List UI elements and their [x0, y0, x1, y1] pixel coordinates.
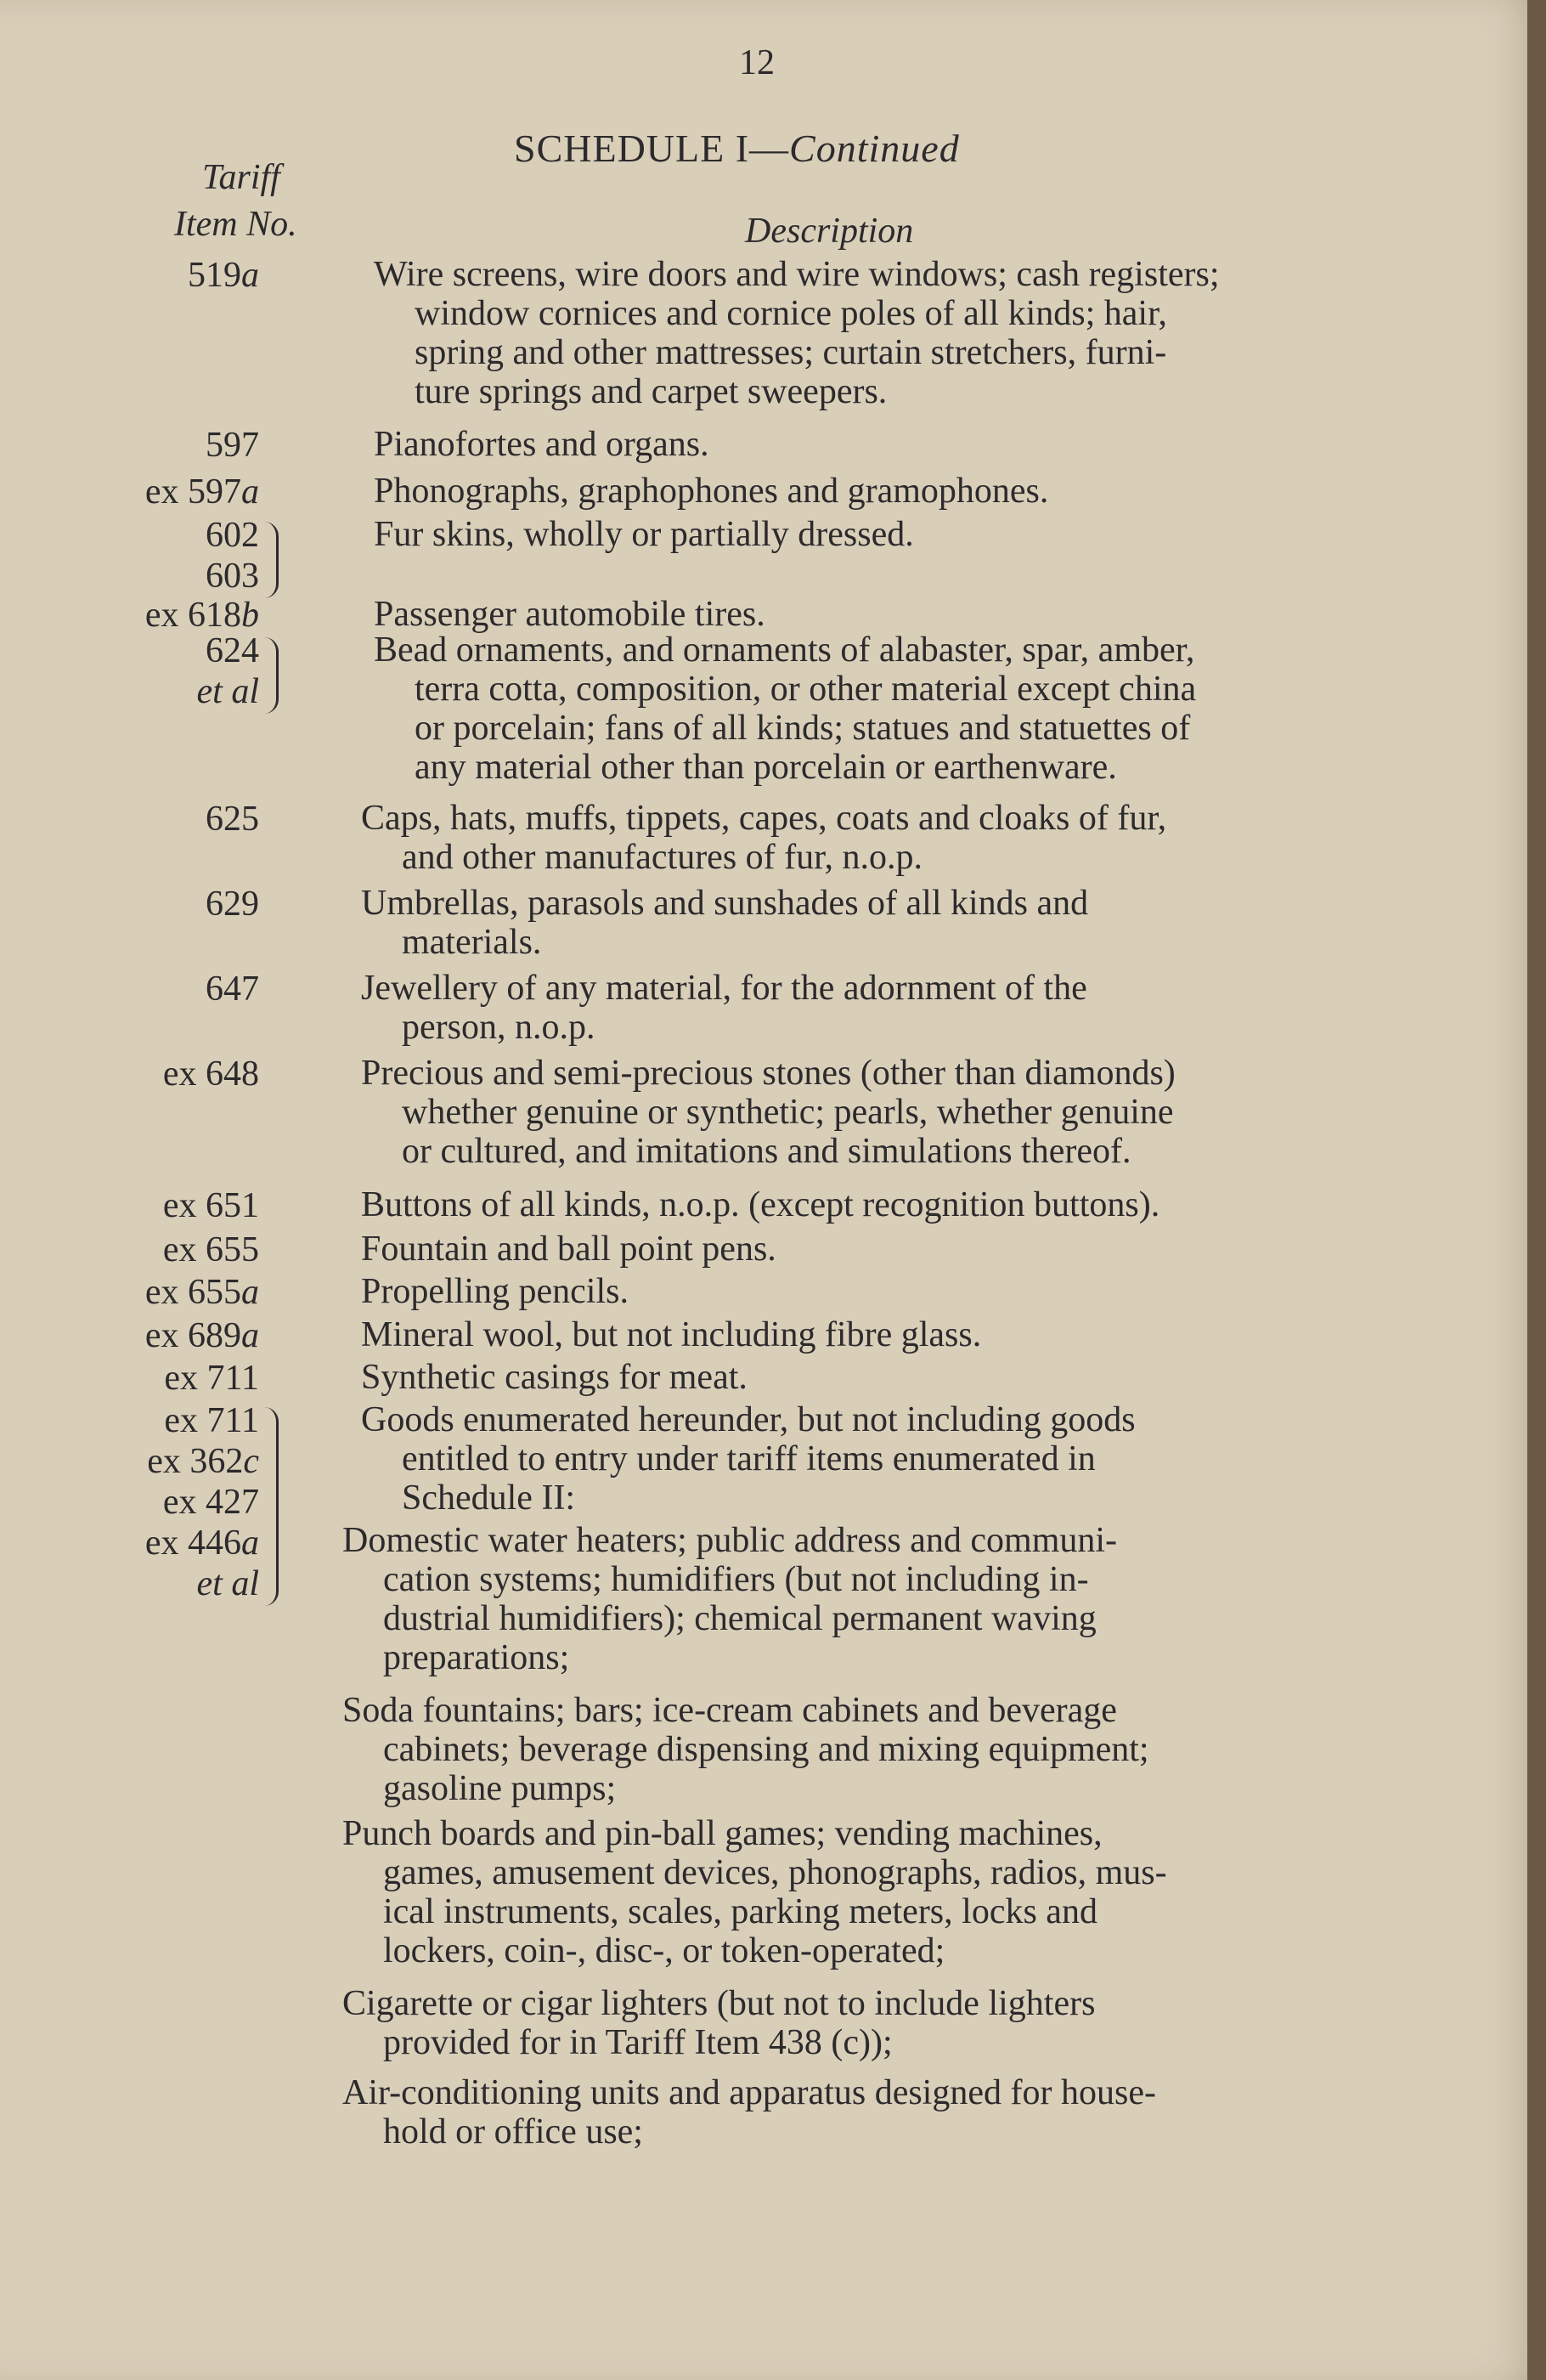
tariff-item-number: 519a: [188, 256, 259, 295]
description-line: Soda fountains; bars; ice-cream cabinets and beverage: [342, 1691, 1117, 1730]
tariff-item-description: [361, 1358, 1389, 1397]
description-line: Goods enumerated hereunder, but not including goods: [361, 1400, 1136, 1439]
tariff-item-number: ex 651: [162, 1186, 259, 1225]
tariff-item-description: [361, 799, 1389, 877]
description-line: gasoline pumps;: [383, 1769, 617, 1808]
tariff-item-description: [361, 969, 1389, 1047]
description-line: any material other than porcelain or earthenware.: [415, 748, 1117, 787]
tariff-item-description: [342, 1814, 1370, 1970]
description-line: Cigarette or cigar lighters (but not to include lighters: [342, 1984, 1096, 2023]
description-line: Buttons of all kinds, n.o.p. (except recognition buttons).: [361, 1185, 1160, 1224]
tariff-item-number: 597: [206, 426, 259, 465]
tariff-item-description: [342, 1691, 1370, 1808]
description-line: Jewellery of any material, for the adornment of the: [361, 969, 1087, 1008]
schedule-title: [514, 126, 960, 171]
tariff-item-description: [374, 472, 1402, 511]
tariff-item-description: [361, 1400, 1389, 1518]
schedule-title-main: SCHEDULE I—: [514, 127, 790, 170]
grouping-brace: [264, 522, 279, 598]
description-line: Bead ornaments, and ornaments of alabaster, spar, amber,: [374, 630, 1195, 670]
tariff-item-number: ex 618b: [144, 596, 259, 635]
description-line: or cultured, and imitations and simulations thereof.: [402, 1132, 1131, 1171]
tariff-item-number: ex 446a: [144, 1524, 259, 1563]
description-line: Domestic water heaters; public address and communi-: [342, 1521, 1118, 1560]
tariff-item-number: 629: [206, 885, 259, 924]
tariff-item-description: [342, 2073, 1370, 2151]
tariff-item-number: ex 655: [162, 1230, 259, 1269]
description-line: Punch boards and pin-ball games; vending machines,: [342, 1814, 1103, 1853]
description-line: person, n.o.p.: [402, 1008, 595, 1047]
tariff-item-number: ex 711: [164, 1359, 259, 1398]
description-line: Passenger automobile tires.: [374, 595, 765, 634]
description-line: materials.: [402, 923, 542, 962]
description-line: Caps, hats, muffs, tippets, capes, coats and cloaks of fur,: [361, 799, 1167, 838]
description-line: provided for in Tariff Item 438 (c));: [383, 2023, 893, 2062]
tariff-item-description: [374, 425, 1402, 464]
description-line: Synthetic casings for meat.: [361, 1358, 748, 1397]
schedule-title-continued: Continued: [789, 127, 960, 170]
description-line: Wire screens, wire doors and wire windows; cash registers;: [374, 255, 1220, 294]
tariff-item-description: [361, 884, 1389, 962]
grouping-brace: [264, 1407, 279, 1606]
description-line: cabinets; beverage dispensing and mixing equipment;: [383, 1730, 1149, 1769]
column-header-description: Description: [745, 212, 914, 251]
description-line: whether genuine or synthetic; pearls, whether genuine: [402, 1093, 1174, 1132]
tariff-item-description: [342, 1984, 1370, 2062]
description-line: lockers, coin-, disc-, or token-operated;: [383, 1931, 945, 1970]
description-line: Umbrellas, parasols and sunshades of all kinds and: [361, 884, 1089, 923]
description-line: Phonographs, graphophones and gramophones.: [374, 472, 1049, 511]
description-line: hold or office use;: [383, 2112, 643, 2151]
description-line: Propelling pencils.: [361, 1272, 629, 1311]
tariff-item-description: [374, 515, 1402, 554]
tariff-item-number: ex 689a: [144, 1316, 259, 1355]
column-header-tariff: Tariff: [202, 158, 280, 197]
tariff-item-number: ex 427: [162, 1483, 259, 1522]
description-line: ture springs and carpet sweepers.: [415, 372, 888, 411]
description-line: and other manufactures of fur, n.o.p.: [402, 838, 923, 877]
description-line: preparations;: [383, 1638, 570, 1677]
description-line: dustrial humidifiers); chemical permanent waving: [383, 1599, 1097, 1638]
grouping-brace: [264, 637, 279, 714]
description-line: Mineral wool, but not including fibre glass.: [361, 1315, 982, 1354]
tariff-item-description: [361, 1272, 1389, 1311]
description-line: entitled to entry under tariff items enumerated in: [402, 1439, 1096, 1478]
description-line: ical instruments, scales, parking meters, locks and: [383, 1892, 1097, 1931]
description-line: games, amusement devices, phonographs, radios, mus-: [383, 1853, 1167, 1892]
tariff-item-number: 602: [206, 516, 259, 555]
tariff-item-description: [374, 255, 1402, 411]
tariff-item-number: 624: [206, 631, 259, 670]
tariff-item-description: [374, 595, 1402, 634]
tariff-item-number: 625: [206, 800, 259, 839]
tariff-item-description: [361, 1054, 1389, 1171]
tariff-item-number: ex 362c: [147, 1442, 259, 1481]
description-line: Precious and semi-precious stones (other than diamonds): [361, 1054, 1176, 1093]
tariff-item-description: [342, 1521, 1370, 1677]
tariff-item-number: 603: [206, 557, 259, 596]
tariff-item-description: [361, 1315, 1389, 1354]
tariff-item-description: [374, 630, 1402, 787]
tariff-item-description: [361, 1230, 1389, 1269]
description-line: Air-conditioning units and apparatus designed for house-: [342, 2073, 1156, 2112]
description-line: Pianofortes and organs.: [374, 425, 709, 464]
tariff-item-description: [361, 1185, 1389, 1224]
tariff-item-number: ex 648: [162, 1054, 259, 1094]
page-number: 12: [739, 43, 775, 82]
tariff-item-number: 647: [206, 970, 259, 1009]
tariff-item-number: ex 655a: [144, 1273, 259, 1312]
tariff-item-number: et al: [196, 672, 259, 711]
tariff-item-number: et al: [196, 1564, 259, 1603]
description-line: Fur skins, wholly or partially dressed.: [374, 515, 914, 554]
description-line: Schedule II:: [402, 1478, 576, 1518]
page-edge-shadow: [1527, 0, 1546, 2380]
tariff-item-number: ex 597a: [144, 472, 259, 512]
description-line: terra cotta, composition, or other material except china: [415, 670, 1197, 709]
tariff-item-number: ex 711: [164, 1401, 259, 1440]
column-header-item-no: Item No.: [174, 205, 297, 244]
description-line: spring and other mattresses; curtain stretchers, furni-: [415, 333, 1167, 372]
description-line: or porcelain; fans of all kinds; statues and statuettes of: [415, 709, 1191, 748]
description-line: window cornices and cornice poles of all kinds; hair,: [415, 294, 1167, 333]
description-line: Fountain and ball point pens.: [361, 1230, 776, 1269]
description-line: cation systems; humidifiers (but not including in-: [383, 1560, 1089, 1599]
